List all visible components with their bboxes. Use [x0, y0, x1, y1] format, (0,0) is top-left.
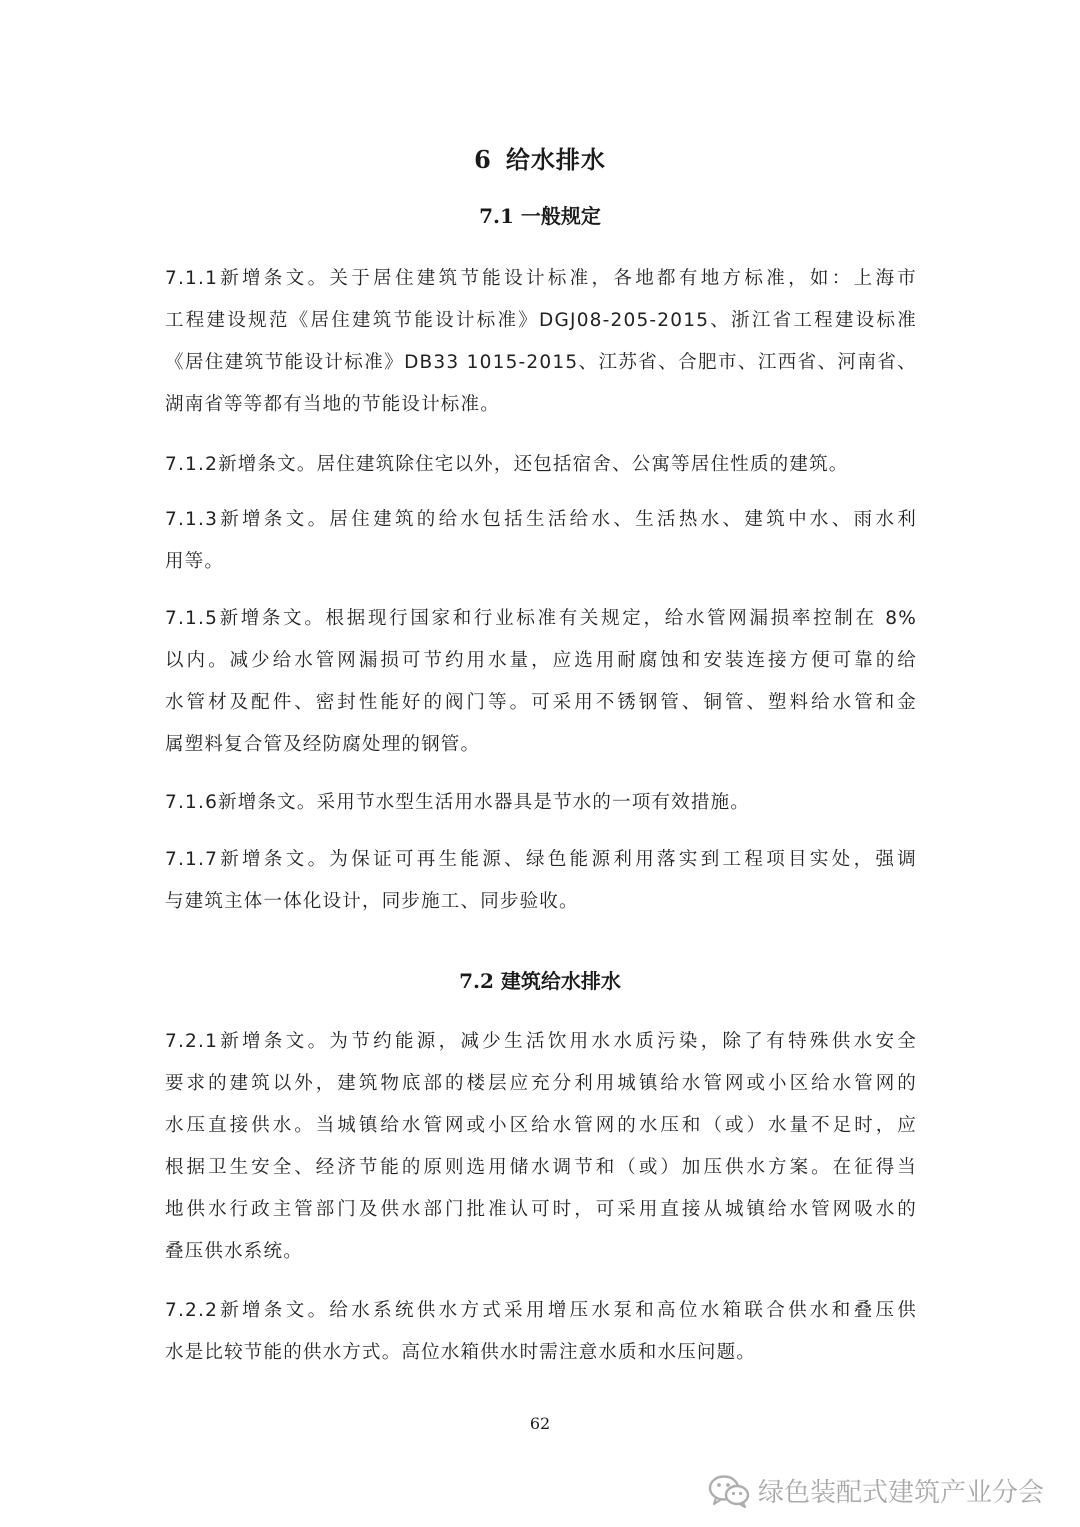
text-line: 属塑料复合管及经防腐处理的钢管。: [165, 734, 481, 755]
section-title-7-1: 7.1 一般规定: [479, 204, 601, 228]
chapter-number: 6: [474, 145, 492, 174]
text-line: 7.1.5新增条文。根据现行国家和行业标准有关规定，给水管网漏损率控制在 8%: [165, 608, 917, 629]
text-line: 地供水行政主管部门及供水部门批准认可时，可采用直接从城镇给水管网吸水的: [165, 1199, 917, 1220]
clause-7-1-2: [165, 444, 917, 486]
section-title-7-2: 7.2 建筑给水排水: [459, 969, 621, 993]
text-line: 用等。: [165, 551, 225, 572]
clause-7-1-7: [165, 839, 917, 923]
text-line: 7.2.1新增条文。为节约能源，减少生活饮用水水质污染，除了有特殊供水安全: [165, 1031, 917, 1052]
chapter-title: [0, 140, 1080, 175]
text-line: 水是比较节能的供水方式。高位水箱供水时需注意水质和水压问题。: [165, 1342, 757, 1363]
text-line: 湖南省等等都有当地的节能设计标准。: [165, 394, 500, 415]
clause-7-1-5: [165, 598, 917, 766]
text-line: 7.1.2新增条文。居住建筑除住宅以外，还包括宿舍、公寓等居住性质的建筑。: [165, 454, 849, 475]
clause-7-1-1: [165, 258, 917, 426]
text-line: 水压直接供水。当城镇给水管网或小区给水管网的水压和（或）水量不足时，应: [165, 1115, 917, 1136]
clause-7-2-2: [165, 1290, 917, 1374]
text-line: 根据卫生安全、经济节能的原则选用储水调节和（或）加压供水方案。在征得当: [165, 1157, 917, 1178]
text-line: 叠压供水系统。: [165, 1241, 303, 1262]
page-number: 62: [529, 1414, 551, 1433]
watermark: [708, 1472, 1044, 1509]
wechat-icon: [708, 1474, 750, 1508]
text-line: 水管材及配件、密封性能好的阀门等。可采用不锈钢管、铜管、塑料给水管和金: [165, 692, 917, 713]
text-line: 7.2.2新增条文。给水系统供水方式采用增压水泵和高位水箱联合供水和叠压供: [165, 1300, 917, 1321]
text-line: 7.1.7新增条文。为保证可再生能源、绿色能源利用落实到工程项目实处，强调: [165, 849, 917, 870]
text-line: 7.1.6新增条文。采用节水型生活用水器具是节水的一项有效措施。: [165, 792, 750, 813]
watermark-text: 绿色装配式建筑产业分会: [757, 1478, 1044, 1508]
text-line: 7.1.1新增条文。关于居住建筑节能设计标准，各地都有地方标准，如：上海市: [165, 268, 917, 289]
chapter-title-text: 给水排水: [505, 145, 606, 174]
clause-7-1-3: [165, 499, 917, 583]
text-line: 与建筑主体一体化设计，同步施工、同步验收。: [165, 891, 579, 912]
text-line: 《居住建筑节能设计标准》DB33 1015-2015、江苏省、合肥市、江西省、河南省、: [165, 352, 917, 373]
text-line: 要求的建筑以外，建筑物底部的楼层应充分利用城镇给水管网或小区给水管网的: [165, 1073, 917, 1094]
text-line: 以内。减少给水管网漏损可节约用水量，应选用耐腐蚀和安装连接方便可靠的给: [165, 650, 917, 671]
text-line: 7.1.3新增条文。居住建筑的给水包括生活给水、生活热水、建筑中水、雨水利: [165, 509, 917, 530]
clause-7-2-1: [165, 1021, 917, 1273]
clause-7-1-6: [165, 782, 917, 824]
text-line: 工程建设规范《居住建筑节能设计标准》DGJ08-205-2015、浙江省工程建设标准: [165, 310, 917, 331]
